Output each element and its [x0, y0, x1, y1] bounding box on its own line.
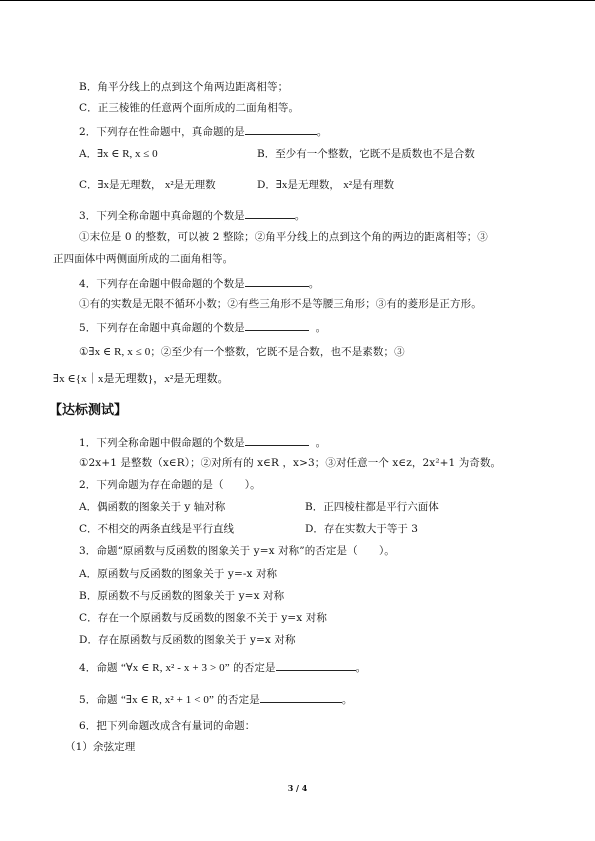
question-5: 5．下列存在命题中真命题的个数是 。 [79, 319, 326, 335]
sub-item: （1）余弦定理 [65, 741, 136, 753]
option-b: B．至少有一个整数，它既不是质数也不是合数 [257, 148, 475, 160]
question-4: 4．下列存在命题中假命题的个数是 。 [79, 275, 319, 291]
math-expression: ∃x ∈ R, x ≤ 0 [97, 148, 158, 160]
statement-continuation: ∃x ∈{x｜x是无理数}，x²是无理数。 [53, 373, 229, 385]
page-top-rule [0, 0, 595, 1]
answer-blank [276, 659, 356, 671]
math-expression: “∃x ∈ R, x² + 1 < 0” [121, 694, 214, 706]
question-2: 2．下列存在性命题中，真命题的是 。 [79, 123, 327, 139]
option-text: 是无理数 [173, 179, 216, 191]
test-question-6: 6．把下列命题改成含有量词的命题： [79, 720, 256, 732]
math-expression: “∀x ∈ R, x² - x + 3 > 0” [121, 662, 230, 674]
option-label: C． [79, 179, 98, 191]
test-question-4: 4．命题 “∀x ∈ R, x² - x + 3 > 0” 的否定是 。 [79, 659, 366, 675]
option-b: B．正四棱柱都是平行六面体 [305, 501, 439, 513]
option-d: D．存在实数大于等于 3 [305, 523, 418, 535]
option-text: 是有理数 [352, 179, 395, 191]
test-question-2: 2．下列命题为存在命题的是（ ）。 [79, 479, 261, 491]
test-question-3: 3．命题“原函数与反函数的图象关于 y=x 对称”的否定是（ ）。 [79, 545, 395, 557]
option-text: 是无理数， [109, 179, 162, 191]
statement-line: ①∃x ∈ R, x ≤ 0；②至少有一个整数，它既不是合数，也不是素数；③ [79, 346, 405, 358]
option-c [79, 178, 216, 192]
page-number: 3 / 4 [287, 783, 308, 793]
test-question-5: 5．命题 “∃x ∈ R, x² + 1 < 0” 的否定是 。 [79, 691, 352, 707]
math-expression: x² [343, 179, 353, 191]
question-5-text: 5．下列存在命题中真命题的个数是 [79, 322, 245, 334]
option-label: A． [79, 148, 98, 160]
math-expression: ∃x [275, 179, 288, 191]
option-label: D． [257, 179, 276, 191]
answer-blank [245, 123, 317, 135]
section-title: 【达标测试】 [49, 403, 128, 418]
question-3-text: 3．下列全称命题中真命题的个数是 [79, 210, 245, 222]
statement-line: ①有的实数是无限不循环小数；②有些三角形不是等腰三角形；③有的菱形是正方形。 [79, 298, 482, 310]
answer-blank [245, 434, 309, 446]
option-d: D．存在原函数与反函数的图象关于 y=x 对称 [79, 634, 296, 646]
math-expression: ∃x [97, 179, 110, 191]
question-4-text: 4．下列存在命题中假命题的个数是 [79, 278, 245, 290]
question-2-text: 2．下列存在性命题中，真命题的是 [79, 126, 245, 138]
statement-line: ①末位是 0 的整数，可以被 2 整除；②角平分线上的点到这个角的两边的距离相等；③ [79, 231, 488, 243]
option-a: A．原函数与反函数的图象关于 y=-x 对称 [79, 568, 278, 580]
answer-blank [245, 319, 309, 331]
math-expression: ∃x ∈{x｜x是无理数}，x²是无理数 [53, 373, 218, 385]
option-a: A．偶函数的图象关于 y 轴对称 [79, 501, 226, 513]
option-text: 是无理数， [287, 179, 340, 191]
statement-continuation: 正四面体中两侧面所成的二面角相等。 [53, 253, 234, 265]
question-3: 3．下列全称命题中真命题的个数是 。 [79, 207, 305, 223]
math-expression: x² [164, 179, 174, 191]
option-b: B．原函数不与反函数的图象关于 y=x 对称 [79, 590, 285, 602]
answer-blank [260, 691, 342, 703]
option-c: C．存在一个原函数与反函数的图象不关于 y=x 对称 [79, 612, 327, 624]
option-d [257, 178, 394, 192]
answer-blank [245, 275, 309, 287]
answer-blank [245, 207, 295, 219]
option-b-line: B．角平分线上的点到这个角两边距离相等； [79, 81, 289, 93]
option-c-line: C．正三棱锥的任意两个面所成的二面角相等。 [79, 102, 300, 114]
option-c: C．不相交的两条直线是平行直线 [79, 523, 235, 535]
test-question-1: 1．下列全称命题中假命题的个数是 。 [79, 434, 326, 450]
option-a [79, 147, 158, 161]
math-expression: ∃x ∈ R, x ≤ 0 [88, 346, 151, 358]
statement-line: ①2x+1 是整数（x∈R）；②对所有的 x∈R ，x>3；③对任意一个 x∈z，2x²+1 为奇数。 [79, 457, 502, 469]
